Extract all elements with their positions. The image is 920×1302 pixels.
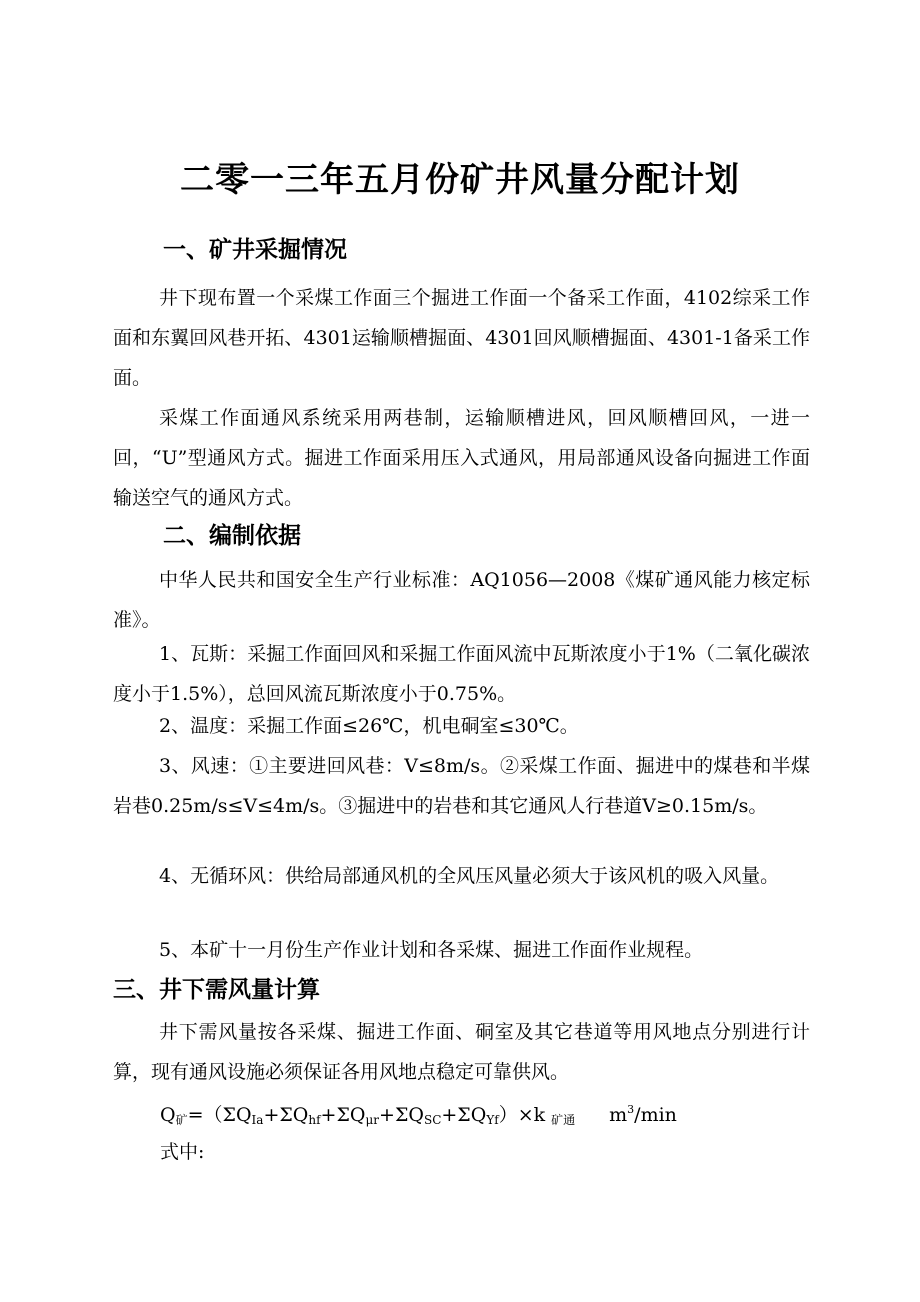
formula-term2-sub: hf [308, 1113, 321, 1127]
page-title: 二零一三年五月份矿井风量分配计划 [180, 160, 740, 200]
formula-open: =（ΣQ [187, 1104, 252, 1126]
paragraph-2-4: 3、风速：①主要进回风巷：V≤8m/s。②采煤工作面、掘进中的煤巷和半煤岩巷0.25m/s≤V≤4m/s。③掘进中的岩巷和其它通风人行巷道V≥0.15m/s。 [113, 755, 810, 817]
formula-close: ）×k [498, 1104, 546, 1126]
formula-unit-base: m [609, 1104, 628, 1126]
formula-term4-sub: SC [423, 1113, 442, 1127]
formula-unit-sup: 3 [627, 1103, 635, 1116]
paragraph-2-5: 4、无循环风：供给局部通风机的全风压风量必须大于该风机的吸入风量。 [159, 865, 780, 887]
paragraph-2-3: 2、温度：采掘工作面≤26℃，机电硐室≤30℃。 [159, 715, 579, 737]
paragraph-2-2: 1、瓦斯：采掘工作面回风和采掘工作面风流中瓦斯浓度小于1%（二氧化碳浓度小于1.5%），总回风流瓦斯浓度小于0.75%。 [113, 643, 810, 705]
paragraph-1-1: 井下现布置一个采煤工作面三个掘进工作面一个备采工作面，4102综采工作面和东翼回风巷开拓、4301运输顺槽掘面、4301回风顺槽掘面、4301-1备采工作面。 [113, 287, 810, 389]
formula-term1-sub: Ia [251, 1113, 264, 1127]
formula-term3-sub: μr [365, 1113, 380, 1127]
paragraph-1-2: 采煤工作面通风系统采用两巷制，运输顺槽进风，回风顺槽回风，一进一回，“U”型通风方式。掘进工作面采用压入式通风，用局部通风设备向掘进工作面输送空气的通风方式。 [113, 407, 810, 509]
paragraph-2-1: 中华人民共和国安全生产行业标准：AQ1056—2008《煤矿通风能力核定标准》。 [113, 569, 810, 631]
formula-plus4: +ΣQ [441, 1104, 487, 1126]
formula-lhs: Q [160, 1104, 176, 1126]
where-label: 式中: [160, 1141, 205, 1163]
formula-plus1: +ΣQ [263, 1104, 309, 1126]
section-heading-2: 二、编制依据 [163, 523, 301, 549]
formula-plus3: +ΣQ [379, 1104, 424, 1126]
formula-plus2: +ΣQ [320, 1104, 366, 1126]
formula-unit-rest: /min [634, 1104, 677, 1126]
section-heading-3: 三、井下需风量计算 [113, 977, 320, 1003]
ventilation-formula [160, 1090, 677, 1140]
formula-lhs-sub: 矿 [175, 1113, 188, 1127]
formula-k-sub: 矿通 [551, 1113, 576, 1127]
formula-term5-sub: Yf [486, 1113, 499, 1127]
section-heading-1: 一、矿井采掘情况 [163, 237, 347, 263]
paragraph-3-1: 井下需风量按各采煤、掘进工作面、硐室及其它巷道等用风地点分别进行计算，现有通风设施必须保证各用风地点稳定可靠供风。 [113, 1021, 810, 1083]
paragraph-2-6: 5、本矿十一月份生产作业计划和各采煤、掘进工作面作业规程。 [159, 939, 704, 961]
